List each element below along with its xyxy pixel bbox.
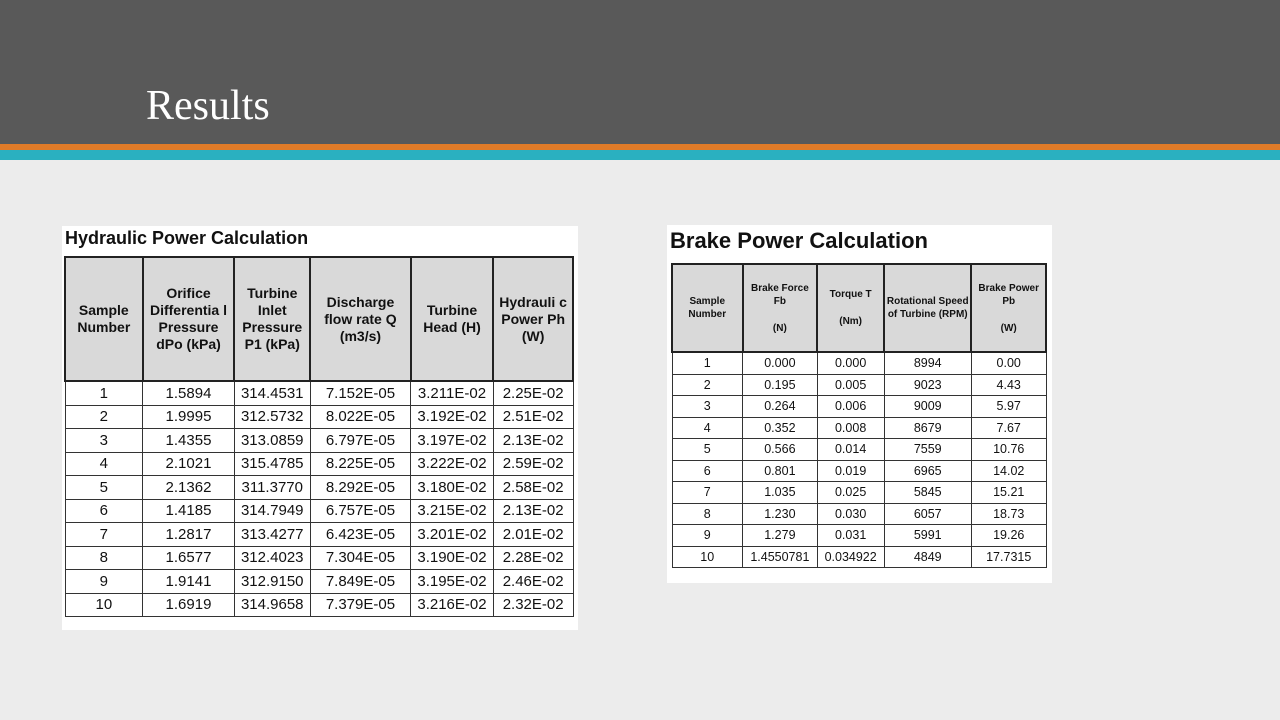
table-row <box>65 593 573 617</box>
table-cell: 1 <box>672 352 743 374</box>
column-header <box>743 264 818 352</box>
table-cell: 7.849E-05 <box>310 570 411 594</box>
table-cell: 6057 <box>884 503 971 525</box>
table-cell: 4 <box>672 417 743 439</box>
table-row <box>672 439 1046 461</box>
table-cell: 0.031 <box>817 525 884 547</box>
table-cell: 0.030 <box>817 503 884 525</box>
table-cell: 3 <box>65 429 143 453</box>
column-header <box>817 264 884 352</box>
table-cell: 9009 <box>884 396 971 418</box>
table-cell: 0.005 <box>817 374 884 396</box>
table-cell: 4849 <box>884 546 971 568</box>
table-cell: 7 <box>65 523 143 547</box>
table-cell: 6 <box>65 499 143 523</box>
table-row <box>672 482 1046 504</box>
table-cell: 10 <box>672 546 743 568</box>
table-cell: 2.32E-02 <box>493 593 573 617</box>
table-cell: 3.215E-02 <box>411 499 494 523</box>
table-cell: 2.13E-02 <box>493 429 573 453</box>
table-header-row <box>672 264 1046 352</box>
column-header: Sample Number <box>65 257 143 381</box>
table-cell: 0.000 <box>817 352 884 374</box>
column-header-unit: (Nm) <box>839 316 863 327</box>
table-cell: 9 <box>65 570 143 594</box>
hydraulic-power-table <box>64 256 574 617</box>
table-cell: 2.46E-02 <box>493 570 573 594</box>
table-row <box>65 381 573 405</box>
table-cell: 6 <box>672 460 743 482</box>
table-cell: 2.25E-02 <box>493 381 573 405</box>
accent-stripe-teal <box>0 150 1280 160</box>
table-row <box>65 523 573 547</box>
table-cell: 5991 <box>884 525 971 547</box>
table-cell: 3.222E-02 <box>411 452 494 476</box>
table-cell: 6965 <box>884 460 971 482</box>
table-cell: 1.9995 <box>143 405 235 429</box>
table-row <box>65 546 573 570</box>
table-cell: 7.304E-05 <box>310 546 411 570</box>
table-cell: 1.230 <box>743 503 818 525</box>
column-header-label: Brake Force Fb <box>750 282 809 307</box>
table-row <box>672 503 1046 525</box>
table-cell: 1 <box>65 381 143 405</box>
table-cell: 7.152E-05 <box>310 381 411 405</box>
table-cell: 0.264 <box>743 396 818 418</box>
table-cell: 2.13E-02 <box>493 499 573 523</box>
table-cell: 1.9141 <box>143 570 235 594</box>
brake-table-title: Brake Power Calculation <box>670 228 928 253</box>
table-cell: 0.025 <box>817 482 884 504</box>
table-cell: 5 <box>672 439 743 461</box>
table-cell: 2.1362 <box>143 476 235 500</box>
table-cell: 3.197E-02 <box>411 429 494 453</box>
table-cell: 0.000 <box>743 352 818 374</box>
table-cell: 7.379E-05 <box>310 593 411 617</box>
column-header-label: Sample Number <box>688 296 727 320</box>
slide-title: Results <box>146 83 270 129</box>
table-cell: 8.022E-05 <box>310 405 411 429</box>
table-cell: 1.6577 <box>143 546 235 570</box>
table-cell: 7559 <box>884 439 971 461</box>
table-cell: 5845 <box>884 482 971 504</box>
table-cell: 14.02 <box>971 460 1046 482</box>
table-cell: 9 <box>672 525 743 547</box>
table-row <box>65 405 573 429</box>
table-row <box>672 460 1046 482</box>
table-cell: 10 <box>65 593 143 617</box>
table-cell: 311.3770 <box>234 476 310 500</box>
column-header <box>884 264 971 352</box>
table-cell: 0.006 <box>817 396 884 418</box>
table-cell: 0.566 <box>743 439 818 461</box>
table-cell: 8679 <box>884 417 971 439</box>
table-cell: 19.26 <box>971 525 1046 547</box>
table-cell: 7 <box>672 482 743 504</box>
table-cell: 6.423E-05 <box>310 523 411 547</box>
table-row <box>672 417 1046 439</box>
column-header-unit: (N) <box>772 322 787 334</box>
table-row <box>65 429 573 453</box>
table-cell: 312.5732 <box>234 405 310 429</box>
table-cell: 3.192E-02 <box>411 405 494 429</box>
table-cell: 2.01E-02 <box>493 523 573 547</box>
table-cell: 2 <box>65 405 143 429</box>
column-header: Turbine Head (H) <box>411 257 494 381</box>
table-row <box>65 452 573 476</box>
table-cell: 0.195 <box>743 374 818 396</box>
table-cell: 1.2817 <box>143 523 235 547</box>
table-cell: 1.5894 <box>143 381 235 405</box>
table-cell: 1.4355 <box>143 429 235 453</box>
table-cell: 0.00 <box>971 352 1046 374</box>
table-cell: 314.4531 <box>234 381 310 405</box>
hydraulic-power-panel <box>62 226 578 630</box>
table-cell: 3.190E-02 <box>411 546 494 570</box>
table-cell: 7.67 <box>971 417 1046 439</box>
table-cell: 2.59E-02 <box>493 452 573 476</box>
table-row <box>65 499 573 523</box>
table-cell: 9023 <box>884 374 971 396</box>
table-cell: 313.4277 <box>234 523 310 547</box>
column-header-label: Brake Power Pb <box>978 282 1039 307</box>
table-cell: 3.216E-02 <box>411 593 494 617</box>
brake-power-table <box>671 263 1047 568</box>
table-cell: 314.7949 <box>234 499 310 523</box>
table-cell: 2.1021 <box>143 452 235 476</box>
hydraulic-table-title: Hydraulic Power Calculation <box>65 228 309 248</box>
table-cell: 312.4023 <box>234 546 310 570</box>
table-cell: 2.58E-02 <box>493 476 573 500</box>
table-row <box>65 476 573 500</box>
table-cell: 1.4185 <box>143 499 235 523</box>
table-cell: 1.035 <box>743 482 818 504</box>
table-cell: 10.76 <box>971 439 1046 461</box>
table-cell: 3.201E-02 <box>411 523 494 547</box>
table-cell: 0.801 <box>743 460 818 482</box>
table-cell: 314.9658 <box>234 593 310 617</box>
table-cell: 6.757E-05 <box>310 499 411 523</box>
table-cell: 3.195E-02 <box>411 570 494 594</box>
table-cell: 15.21 <box>971 482 1046 504</box>
table-cell: 5.97 <box>971 396 1046 418</box>
table-cell: 8994 <box>884 352 971 374</box>
table-cell: 315.4785 <box>234 452 310 476</box>
table-cell: 8.225E-05 <box>310 452 411 476</box>
table-row <box>672 374 1046 396</box>
table-cell: 5 <box>65 476 143 500</box>
column-header <box>971 264 1046 352</box>
table-cell: 0.352 <box>743 417 818 439</box>
table-cell: 3 <box>672 396 743 418</box>
table-cell: 2.51E-02 <box>493 405 573 429</box>
table-cell: 1.6919 <box>143 593 235 617</box>
table-cell: 8 <box>672 503 743 525</box>
table-cell: 0.008 <box>817 417 884 439</box>
column-header <box>672 264 743 352</box>
table-cell: 1.4550781 <box>743 546 818 568</box>
table-cell: 0.034922 <box>817 546 884 568</box>
table-cell: 3.211E-02 <box>411 381 494 405</box>
column-header-unit: (W) <box>1000 322 1017 334</box>
table-row <box>672 525 1046 547</box>
table-cell: 1.279 <box>743 525 818 547</box>
table-row <box>672 396 1046 418</box>
table-cell: 2.28E-02 <box>493 546 573 570</box>
table-header-row <box>65 257 573 381</box>
column-header: Turbine Inlet Pressure P1 (kPa) <box>234 257 310 381</box>
column-header: Orifice Differentia l Pressure dPo (kPa) <box>143 257 235 381</box>
table-cell: 8.292E-05 <box>310 476 411 500</box>
table-cell: 313.0859 <box>234 429 310 453</box>
table-row <box>672 352 1046 374</box>
column-header-label: Torque T <box>829 289 872 300</box>
table-cell: 4 <box>65 452 143 476</box>
brake-power-panel <box>667 225 1052 583</box>
table-cell: 2 <box>672 374 743 396</box>
table-row <box>65 570 573 594</box>
column-header: Hydrauli c Power Ph (W) <box>493 257 573 381</box>
table-cell: 6.797E-05 <box>310 429 411 453</box>
table-cell: 312.9150 <box>234 570 310 594</box>
table-cell: 18.73 <box>971 503 1046 525</box>
table-cell: 0.019 <box>817 460 884 482</box>
table-cell: 3.180E-02 <box>411 476 494 500</box>
column-header-label: Rotational Speed of Turbine (RPM) <box>886 296 969 320</box>
table-cell: 0.014 <box>817 439 884 461</box>
table-row <box>672 546 1046 568</box>
table-cell: 4.43 <box>971 374 1046 396</box>
table-cell: 8 <box>65 546 143 570</box>
column-header: Discharge flow rate Q (m3/s) <box>310 257 411 381</box>
table-cell: 17.7315 <box>971 546 1046 568</box>
